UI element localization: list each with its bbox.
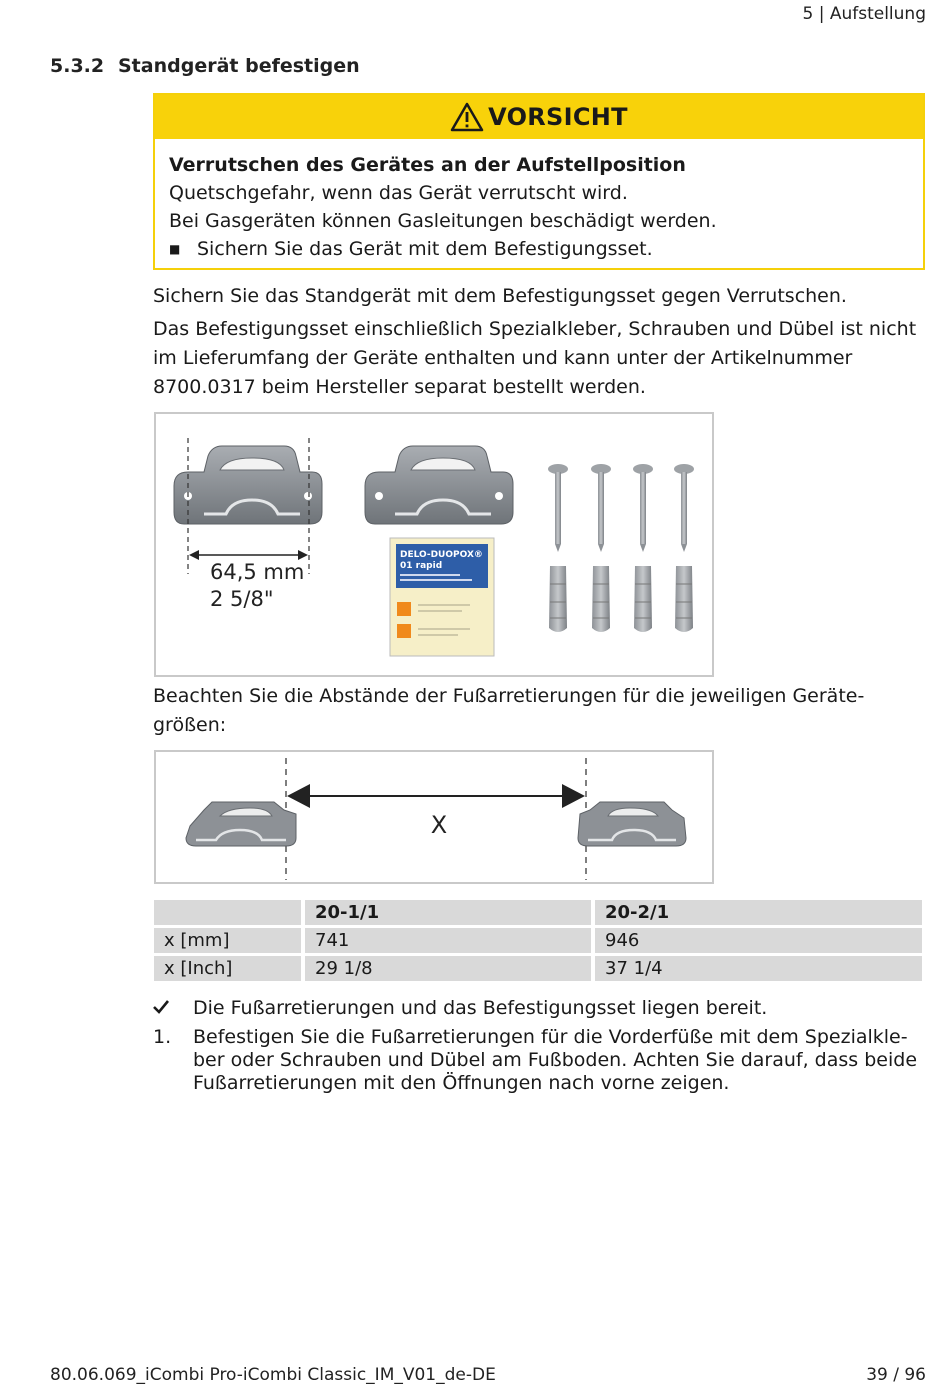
body-paragraph: Beachten Sie die Abstände der Fußarretierungen für die jeweiligen Gerätegrößen: [153,685,865,736]
table-row [154,956,922,981]
dimension-inch-label: 2 5/8" [210,587,274,611]
spacing-diagram [156,752,712,882]
foot-bracket-icon [174,446,322,524]
instruction-steps [153,997,928,1101]
table-cell: 37 1/4 [595,956,922,981]
distance-arrow [287,784,585,808]
warning-triangle-icon [450,102,484,132]
caution-bullet: Sichern Sie das Gerät mit dem Befestigungsset. [197,238,653,260]
dimension-mm-label: 64,5 mm [210,560,305,584]
left-foot-bracket-icon [186,802,296,846]
distance-table [150,897,926,984]
table-row [154,928,922,953]
table-header-cell: 20-1/1 [305,900,591,925]
body-paragraph: Das Befestigungsset einschließlich Spezialkleber, Schrauben und Dübel ist nicht im Lieferumfang der Geräte enthalten und kann unter der Artikelnummer 8700.0317 beim Hersteller separat bestellt werden. [153,318,917,398]
table-cell: 946 [595,928,922,953]
package-subname: 01 rapid [400,561,443,571]
caution-heading: Verrutschen des Gerätes an der Aufstellposition [169,154,686,176]
footer-page-number: 39 / 96 [866,1365,926,1385]
table-header-cell [154,900,301,925]
caution-line: Quetschgefahr, wenn das Gerät verrutscht wird. [169,182,628,204]
dimension-arrow [189,550,308,560]
package-name: DELO-DUOPOX® [400,550,483,560]
table-header-row [154,900,922,925]
right-foot-bracket-icon [578,802,686,846]
body-paragraph: Sichern Sie das Standgerät mit dem Befestigungsset gegen Verrutschen. [153,285,847,307]
foot-bracket-icon [365,446,513,524]
step-text: Befestigen Sie die Fußarretierungen für die Vorderfüße mit dem Spezialkleber oder Schrauben und Dübel am Fußboden. Achten Sie darauf, dass beide Fußarretierungen mit den Öffnungen nach vorne zeigen. [193,1026,918,1094]
spacing-figure [154,750,714,884]
checkmark-icon [153,997,193,1020]
distance-label: X [430,811,448,839]
screws-icon [548,464,694,552]
running-header: 5 | Aufstellung [802,4,926,24]
mounting-kit-figure [154,412,714,677]
table-cell: 741 [305,928,591,953]
step-item [153,1026,928,1095]
table-cell: x [Inch] [154,956,301,981]
table-header-cell: 20-2/1 [595,900,922,925]
section-number: 5.3.2 [50,55,105,77]
table-cell: x [mm] [154,928,301,953]
footer-document-id: 80.06.069_iCombi Pro-iCombi Classic_IM_V01_de-DE [50,1365,496,1385]
section-heading [50,55,360,77]
caution-box [153,93,925,270]
caution-header [155,95,923,139]
wall-plugs-icon [549,566,693,632]
table-cell: 29 1/8 [305,956,591,981]
caution-line: Bei Gasgeräten können Gasleitungen beschädigt werden. [169,210,717,232]
section-title: Standgerät befestigen [118,55,360,77]
adhesive-package-icon [390,538,494,656]
mounting-kit-illustration [156,414,712,675]
prerequisite-item [153,997,928,1020]
prerequisite-text: Die Fußarretierungen und das Befestigungsset liegen bereit. [193,997,768,1019]
bullet-square-icon: ■ [169,242,181,256]
caution-label: VORSICHT [488,103,628,131]
step-number: 1. [153,1026,172,1048]
